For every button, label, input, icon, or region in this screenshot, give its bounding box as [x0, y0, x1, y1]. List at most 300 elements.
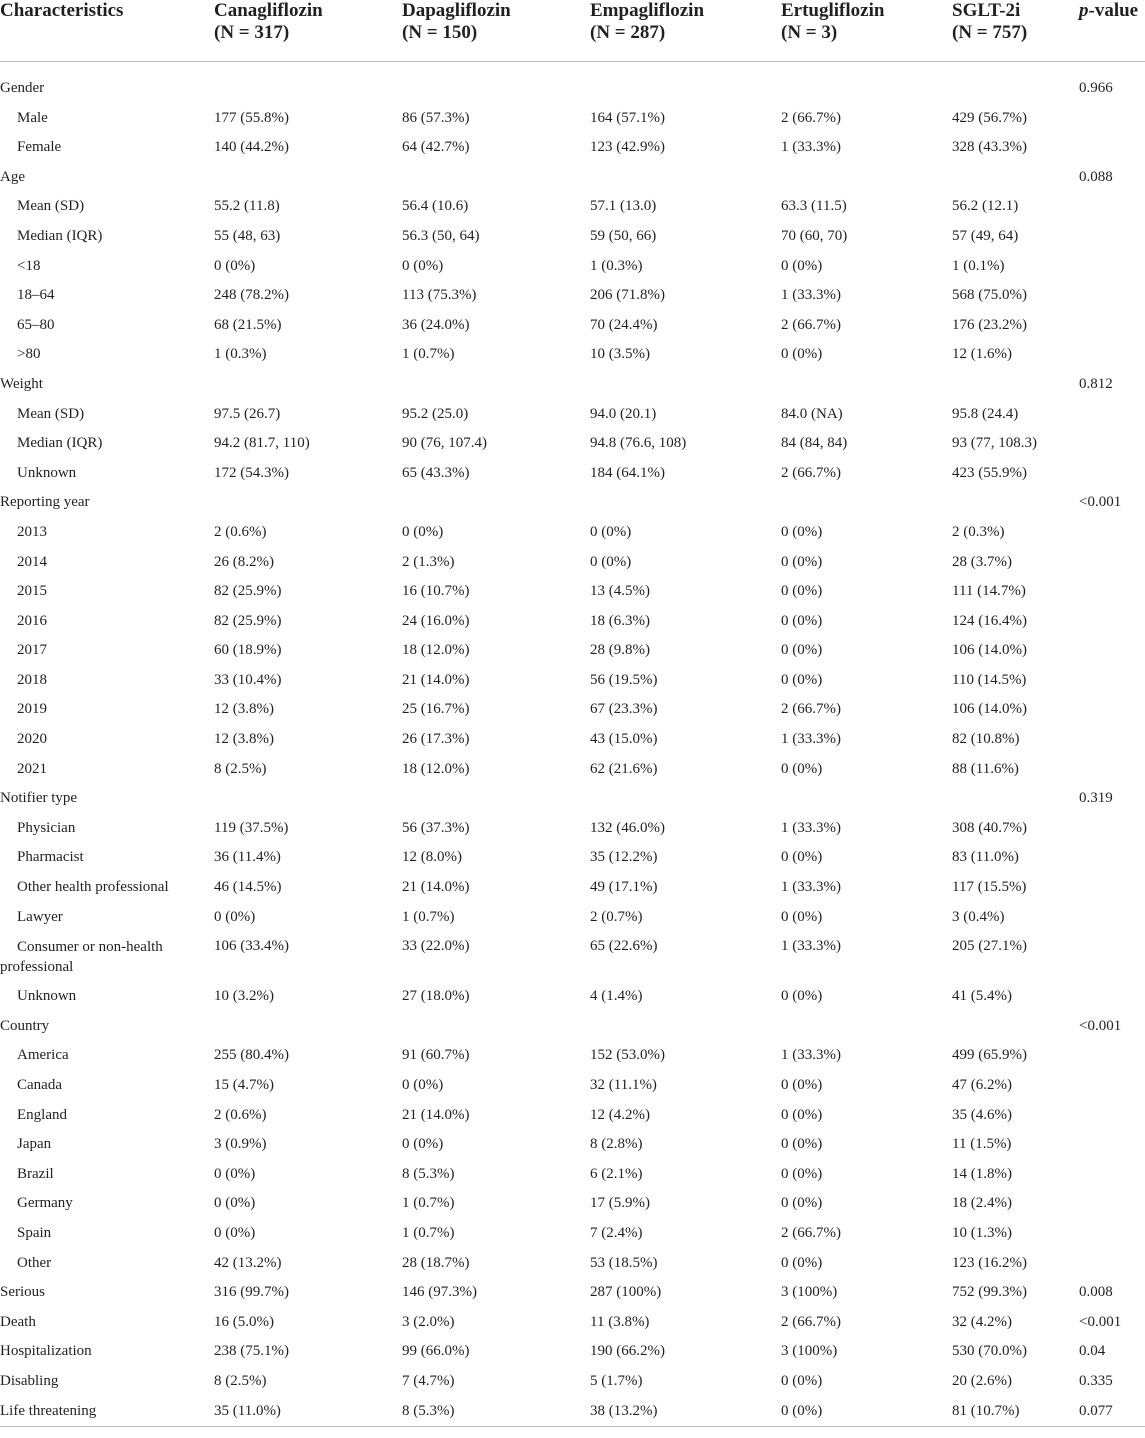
row-label: Japan — [17, 1136, 52, 1153]
cell-ertugliflozin: 2 (66.7%) — [781, 316, 841, 333]
cell-dapagliflozin: 8 (5.3%) — [402, 1397, 590, 1427]
cell-empagliflozin: 13 (4.5%) — [590, 583, 650, 600]
row-label: Notifier type — [0, 790, 78, 807]
table-row — [0, 1101, 1145, 1131]
table-row — [0, 518, 1145, 548]
cell-sglt2i: 110 (14.5%) — [952, 671, 1027, 688]
cell-dapagliflozin: 1 (0.7%) — [402, 346, 455, 363]
cell-ertugliflozin: 2 (66.7%) — [781, 109, 841, 126]
cell-p-value — [1079, 104, 1145, 134]
cell-canagliflozin: 0 (0%) — [214, 257, 256, 274]
cell-canagliflozin: 177 (55.8%) — [214, 109, 289, 126]
header-p-value: p-value — [1079, 0, 1145, 62]
row-label: Death — [0, 1313, 36, 1330]
row-label: 2017 — [17, 642, 47, 659]
table-row — [0, 666, 1145, 696]
table-row — [0, 1012, 1145, 1042]
cell-canagliflozin: 36 (11.4%) — [214, 849, 281, 866]
cell-ertugliflozin: 0 (0%) — [781, 523, 823, 540]
cell-ertugliflozin: 0 (0%) — [781, 988, 823, 1005]
cell-sglt2i — [952, 74, 1079, 104]
cell-empagliflozin: 164 (57.1%) — [590, 109, 665, 126]
cell-canagliflozin: 12 (3.8%) — [214, 701, 274, 718]
row-label: England — [17, 1106, 67, 1123]
row-label: 2021 — [17, 760, 47, 777]
cell-p-value — [1079, 1101, 1145, 1131]
row-label: Life threatening — [0, 1397, 214, 1427]
row-label: Gender — [0, 80, 45, 96]
cell-p-value — [1079, 636, 1145, 666]
cell-dapagliflozin: 25 (16.7%) — [402, 701, 470, 718]
table-body — [0, 74, 1145, 1427]
table-row — [0, 814, 1145, 844]
cell-dapagliflozin — [402, 370, 590, 400]
row-label: Median (IQR) — [17, 227, 103, 244]
table-row — [0, 488, 1145, 518]
cell-p-value — [1079, 666, 1145, 696]
cell-sglt2i: 11 (1.5%) — [952, 1136, 1012, 1153]
cell-p-value — [1079, 548, 1145, 578]
cell-dapagliflozin: 0 (0%) — [402, 257, 444, 274]
cell-sglt2i — [952, 163, 1079, 193]
cell-empagliflozin — [590, 784, 781, 814]
cell-ertugliflozin: 0 (0%) — [781, 671, 823, 688]
cell-dapagliflozin: 21 (14.0%) — [402, 1106, 470, 1123]
cell-empagliflozin — [590, 163, 781, 193]
table-row — [0, 784, 1145, 814]
cell-canagliflozin — [214, 784, 402, 814]
cell-dapagliflozin: 113 (75.3%) — [402, 287, 477, 304]
row-label: Male — [17, 109, 48, 126]
cell-empagliflozin — [590, 370, 781, 400]
table-row — [0, 311, 1145, 341]
cell-p-value — [1079, 1071, 1145, 1101]
cell-dapagliflozin — [402, 74, 590, 104]
cell-sglt2i: 47 (6.2%) — [952, 1077, 1012, 1093]
cell-canagliflozin: 16 (5.0%) — [214, 1313, 274, 1330]
cell-p-value — [1079, 459, 1145, 489]
cell-p-value — [1079, 814, 1145, 844]
table-row — [0, 873, 1145, 903]
cell-ertugliflozin: 1 (33.3%) — [781, 287, 841, 304]
cell-empagliflozin: 5 (1.7%) — [590, 1372, 643, 1389]
cell-empagliflozin: 67 (23.3%) — [590, 701, 658, 718]
cell-dapagliflozin: 91 (60.7%) — [402, 1047, 470, 1064]
cell-p-value — [1079, 1041, 1145, 1071]
cell-canagliflozin — [214, 370, 402, 400]
cell-p-value — [1079, 400, 1145, 430]
cell-p-value — [1079, 577, 1145, 607]
cell-empagliflozin: 206 (71.8%) — [590, 287, 665, 304]
cell-dapagliflozin: 86 (57.3%) — [402, 109, 470, 126]
cell-ertugliflozin: 0 (0%) — [781, 1195, 823, 1212]
cell-p-value — [1079, 192, 1145, 222]
row-label: Consumer or non-health professional — [0, 939, 163, 976]
cell-p-value — [1079, 1160, 1145, 1190]
row-label: Country — [0, 1017, 50, 1034]
cell-empagliflozin: 59 (50, 66) — [590, 227, 657, 244]
cell-ertugliflozin: 2 (66.7%) — [781, 701, 841, 718]
cell-empagliflozin: 62 (21.6%) — [590, 760, 658, 777]
row-label: Disabling — [0, 1372, 59, 1389]
row-label: Reporting year — [0, 494, 90, 511]
cell-dapagliflozin: 36 (24.0%) — [402, 316, 470, 333]
row-label: America — [17, 1047, 69, 1064]
header-ertugliflozin: Ertugliflozin (N = 3) — [781, 0, 952, 62]
cell-p-value — [1079, 429, 1145, 459]
cell-ertugliflozin — [781, 488, 952, 518]
cell-ertugliflozin: 70 (60, 70) — [781, 227, 848, 244]
table-row — [0, 695, 1145, 725]
cell-ertugliflozin: 1 (33.3%) — [781, 1047, 841, 1064]
cell-empagliflozin: 32 (11.1%) — [590, 1077, 657, 1093]
row-label: Brazil — [17, 1165, 54, 1182]
cell-ertugliflozin: 0 (0%) — [781, 257, 823, 274]
cell-sglt2i: 106 (14.0%) — [952, 642, 1027, 659]
cell-canagliflozin: 106 (33.4%) — [214, 938, 289, 955]
cell-ertugliflozin: 0 (0%) — [781, 1165, 823, 1182]
table-row — [0, 74, 1145, 104]
cell-ertugliflozin: 84.0 (NA) — [781, 405, 843, 422]
cell-p-value: 0.335 — [1079, 1372, 1113, 1389]
row-label: 2020 — [17, 731, 47, 748]
cell-empagliflozin: 0 (0%) — [590, 553, 632, 570]
cell-empagliflozin: 0 (0%) — [590, 523, 632, 540]
cell-p-value: 0.966 — [1079, 80, 1113, 96]
cell-dapagliflozin: 21 (14.0%) — [402, 671, 470, 688]
row-label: Germany — [17, 1195, 73, 1212]
cell-canagliflozin: 0 (0%) — [214, 1165, 256, 1182]
cell-dapagliflozin: 12 (8.0%) — [402, 849, 462, 866]
cell-canagliflozin — [214, 163, 402, 193]
cell-ertugliflozin: 3 (100%) — [781, 1284, 838, 1301]
table-row — [0, 370, 1145, 400]
cell-empagliflozin — [590, 488, 781, 518]
table-row — [0, 133, 1145, 163]
cell-empagliflozin — [590, 74, 781, 104]
cell-sglt2i: 12 (1.6%) — [952, 346, 1012, 363]
table-row — [0, 281, 1145, 311]
table-row — [0, 104, 1145, 134]
cell-empagliflozin: 184 (64.1%) — [590, 464, 665, 481]
cell-p-value — [1079, 982, 1145, 1012]
cell-sglt2i: 88 (11.6%) — [952, 760, 1019, 777]
cell-sglt2i: 95.8 (24.4) — [952, 405, 1019, 422]
cell-canagliflozin: 55.2 (11.8) — [214, 198, 280, 215]
row-label: <18 — [17, 257, 41, 274]
cell-canagliflozin: 82 (25.9%) — [214, 612, 282, 629]
cell-empagliflozin: 17 (5.9%) — [590, 1195, 650, 1212]
cell-sglt2i: 328 (43.3%) — [952, 139, 1027, 156]
cell-canagliflozin: 94.2 (81.7, 110) — [214, 435, 310, 452]
cell-p-value — [1079, 755, 1145, 785]
header-canagliflozin: Canagliflozin (N = 317) — [214, 0, 402, 62]
table-row — [0, 1367, 1145, 1397]
cell-canagliflozin: 82 (25.9%) — [214, 583, 282, 600]
row-label: Lawyer — [17, 908, 63, 925]
table-row — [0, 1397, 1145, 1427]
cell-sglt2i: 429 (56.7%) — [952, 109, 1027, 126]
row-label: Female — [17, 139, 62, 156]
cell-p-value: <0.001 — [1079, 494, 1122, 511]
cell-empagliflozin: 43 (15.0%) — [590, 731, 658, 748]
cell-dapagliflozin: 1 (0.7%) — [402, 1224, 455, 1241]
cell-canagliflozin: 3 (0.9%) — [214, 1136, 267, 1153]
cell-ertugliflozin: 0 (0%) — [781, 583, 823, 600]
row-label: Other health professional — [17, 879, 169, 896]
cell-ertugliflozin: 0 (0%) — [781, 1136, 823, 1153]
cell-ertugliflozin: 1 (33.3%) — [781, 139, 841, 156]
cell-ertugliflozin: 0 (0%) — [781, 1397, 952, 1427]
cell-dapagliflozin: 0 (0%) — [402, 1077, 444, 1093]
cell-p-value: 0.008 — [1079, 1284, 1113, 1301]
cell-ertugliflozin: 0 (0%) — [781, 849, 823, 866]
cell-empagliflozin: 70 (24.4%) — [590, 316, 658, 333]
cell-empagliflozin: 28 (9.8%) — [590, 642, 650, 659]
cell-sglt2i: 14 (1.8%) — [952, 1165, 1012, 1182]
cell-canagliflozin: 248 (78.2%) — [214, 287, 289, 304]
cell-p-value — [1079, 695, 1145, 725]
cell-sglt2i — [952, 488, 1079, 518]
cell-canagliflozin: 97.5 (26.7) — [214, 405, 281, 422]
row-label: Canada — [17, 1077, 62, 1093]
cell-ertugliflozin: 2 (66.7%) — [781, 1313, 841, 1330]
cell-canagliflozin: 8 (2.5%) — [214, 1372, 267, 1389]
row-label: Median (IQR) — [17, 435, 103, 452]
cell-p-value — [1079, 725, 1145, 755]
cell-empagliflozin — [590, 1012, 781, 1042]
cell-sglt2i — [952, 784, 1079, 814]
cell-p-value — [1079, 607, 1145, 637]
cell-empagliflozin: 132 (46.0%) — [590, 819, 665, 836]
cell-p-value: 0.319 — [1079, 790, 1113, 807]
cell-dapagliflozin: 21 (14.0%) — [402, 879, 470, 896]
cell-sglt2i: 752 (99.3%) — [952, 1284, 1027, 1301]
cell-dapagliflozin: 28 (18.7%) — [402, 1254, 470, 1271]
cell-sglt2i: 176 (23.2%) — [952, 316, 1027, 333]
cell-p-value — [1079, 518, 1145, 548]
cell-sglt2i: 56.2 (12.1) — [952, 198, 1019, 215]
cell-ertugliflozin: 2 (66.7%) — [781, 464, 841, 481]
cell-dapagliflozin: 146 (97.3%) — [402, 1284, 477, 1301]
cell-canagliflozin: 8 (2.5%) — [214, 760, 267, 777]
cell-canagliflozin: 1 (0.3%) — [214, 346, 267, 363]
cell-sglt2i: 106 (14.0%) — [952, 701, 1027, 718]
cell-sglt2i: 28 (3.7%) — [952, 553, 1012, 570]
cell-canagliflozin: 0 (0%) — [214, 1224, 256, 1241]
cell-p-value: 0.04 — [1079, 1343, 1106, 1360]
cell-p-value — [1079, 843, 1145, 873]
cell-sglt2i: 1 (0.1%) — [952, 257, 1005, 274]
row-label: 2019 — [17, 701, 47, 718]
row-label: 2013 — [17, 523, 47, 540]
cell-sglt2i: 2 (0.3%) — [952, 523, 1005, 540]
cell-sglt2i: 205 (27.1%) — [952, 938, 1027, 955]
cell-dapagliflozin: 0 (0%) — [402, 523, 444, 540]
cell-ertugliflozin: 1 (33.3%) — [781, 731, 841, 748]
row-label: 2016 — [17, 612, 47, 629]
cell-empagliflozin: 190 (66.2%) — [590, 1343, 665, 1360]
cell-p-value — [1079, 873, 1145, 903]
cell-ertugliflozin — [781, 370, 952, 400]
cell-dapagliflozin: 0 (0%) — [402, 1136, 444, 1153]
cell-dapagliflozin: 56 (37.3%) — [402, 819, 470, 836]
cell-ertugliflozin: 1 (33.3%) — [781, 819, 841, 836]
cell-canagliflozin: 35 (11.0%) — [214, 1397, 402, 1427]
cell-p-value — [1079, 252, 1145, 282]
cell-dapagliflozin: 16 (10.7%) — [402, 583, 470, 600]
cell-empagliflozin: 7 (2.4%) — [590, 1224, 643, 1241]
cell-dapagliflozin: 99 (66.0%) — [402, 1343, 470, 1360]
cell-dapagliflozin: 95.2 (25.0) — [402, 405, 469, 422]
cell-sglt2i: 568 (75.0%) — [952, 287, 1027, 304]
cell-dapagliflozin — [402, 488, 590, 518]
cell-empagliflozin: 1 (0.3%) — [590, 257, 643, 274]
table-row — [0, 1130, 1145, 1160]
cell-dapagliflozin: 65 (43.3%) — [402, 464, 470, 481]
header-dapagliflozin: Dapagliflozin (N = 150) — [402, 0, 590, 62]
cell-canagliflozin: 60 (18.9%) — [214, 642, 282, 659]
cell-p-value: <0.001 — [1079, 1313, 1122, 1330]
cell-canagliflozin: 12 (3.8%) — [214, 731, 274, 748]
table-row — [0, 725, 1145, 755]
cell-ertugliflozin: 63.3 (11.5) — [781, 198, 847, 215]
row-label: 2015 — [17, 583, 47, 600]
cell-empagliflozin: 53 (18.5%) — [590, 1254, 658, 1271]
cell-sglt2i: 82 (10.8%) — [952, 731, 1020, 748]
cell-sglt2i: 423 (55.9%) — [952, 464, 1027, 481]
table-row — [0, 1308, 1145, 1338]
cell-empagliflozin: 287 (100%) — [590, 1284, 662, 1301]
cell-canagliflozin: 140 (44.2%) — [214, 139, 289, 156]
cell-ertugliflozin: 0 (0%) — [781, 553, 823, 570]
cell-ertugliflozin: 0 (0%) — [781, 642, 823, 659]
row-label: >80 — [17, 346, 41, 363]
cell-p-value — [1079, 903, 1145, 933]
row-label: Weight — [0, 375, 43, 392]
cell-sglt2i: 3 (0.4%) — [952, 908, 1005, 925]
table-row — [0, 1249, 1145, 1279]
table-row — [0, 459, 1145, 489]
cell-p-value — [1079, 281, 1145, 311]
row-label: Mean (SD) — [17, 405, 85, 422]
row-label: 65–80 — [17, 316, 55, 333]
cell-dapagliflozin — [402, 163, 590, 193]
cell-p-value — [1079, 1189, 1145, 1219]
cell-p-value: <0.001 — [1079, 1017, 1122, 1034]
cell-canagliflozin: 255 (80.4%) — [214, 1047, 289, 1064]
cell-canagliflozin: 55 (48, 63) — [214, 227, 281, 244]
cell-dapagliflozin: 3 (2.0%) — [402, 1313, 455, 1330]
cell-dapagliflozin: 18 (12.0%) — [402, 760, 470, 777]
cell-empagliflozin: 11 (3.8%) — [590, 1313, 650, 1330]
cell-canagliflozin: 46 (14.5%) — [214, 879, 282, 896]
cell-p-value: 0.077 — [1079, 1397, 1145, 1427]
cell-ertugliflozin: 84 (84, 84) — [781, 435, 848, 452]
cell-ertugliflozin: 0 (0%) — [781, 612, 823, 629]
row-label: Hospitalization — [0, 1343, 92, 1360]
table-row — [0, 1219, 1145, 1249]
table-row — [0, 340, 1145, 370]
cell-canagliflozin: 15 (4.7%) — [214, 1077, 274, 1093]
cell-empagliflozin: 12 (4.2%) — [590, 1106, 650, 1123]
cell-dapagliflozin: 1 (0.7%) — [402, 1195, 455, 1212]
cell-canagliflozin: 2 (0.6%) — [214, 523, 267, 540]
cell-canagliflozin: 2 (0.6%) — [214, 1106, 267, 1123]
cell-p-value: 0.812 — [1079, 375, 1113, 392]
cell-empagliflozin: 38 (13.2%) — [590, 1397, 781, 1427]
table-row — [0, 636, 1145, 666]
cell-p-value — [1079, 1249, 1145, 1279]
cell-dapagliflozin: 90 (76, 107.4) — [402, 435, 487, 452]
header-empagliflozin: Empagliflozin (N = 287) — [590, 0, 781, 62]
cell-dapagliflozin: 56.4 (10.6) — [402, 198, 469, 215]
cell-sglt2i: 499 (65.9%) — [952, 1047, 1027, 1064]
cell-sglt2i: 111 (14.7%) — [952, 583, 1026, 600]
cell-ertugliflozin: 0 (0%) — [781, 760, 823, 777]
table-row — [0, 1278, 1145, 1308]
cell-empagliflozin: 123 (42.9%) — [590, 139, 665, 156]
cell-ertugliflozin — [781, 1012, 952, 1042]
cell-p-value — [1079, 133, 1145, 163]
cell-canagliflozin: 10 (3.2%) — [214, 988, 274, 1005]
cell-ertugliflozin — [781, 163, 952, 193]
cell-ertugliflozin: 3 (100%) — [781, 1343, 838, 1360]
cell-ertugliflozin: 0 (0%) — [781, 1106, 823, 1123]
cell-ertugliflozin: 0 (0%) — [781, 1372, 823, 1389]
cell-p-value — [1079, 222, 1145, 252]
cell-canagliflozin: 119 (37.5%) — [214, 819, 289, 836]
cell-canagliflozin: 0 (0%) — [214, 1195, 256, 1212]
table-row — [0, 1160, 1145, 1190]
cell-ertugliflozin: 2 (66.7%) — [781, 1224, 841, 1241]
cell-dapagliflozin — [402, 1012, 590, 1042]
row-label: Serious — [0, 1284, 45, 1301]
table-row — [0, 252, 1145, 282]
cell-dapagliflozin: 64 (42.7%) — [402, 139, 470, 156]
cell-empagliflozin: 4 (1.4%) — [590, 988, 643, 1005]
cell-canagliflozin: 33 (10.4%) — [214, 671, 282, 688]
table-row — [0, 1071, 1145, 1101]
table-row — [0, 982, 1145, 1012]
cell-sglt2i: 308 (40.7%) — [952, 819, 1027, 836]
cell-empagliflozin: 65 (22.6%) — [590, 938, 658, 955]
cell-canagliflozin — [214, 74, 402, 104]
cell-p-value — [1079, 932, 1145, 982]
cell-dapagliflozin: 24 (16.0%) — [402, 612, 470, 629]
cell-canagliflozin: 172 (54.3%) — [214, 464, 289, 481]
cell-canagliflozin: 26 (8.2%) — [214, 553, 274, 570]
cell-sglt2i: 32 (4.2%) — [952, 1313, 1012, 1330]
cell-sglt2i: 18 (2.4%) — [952, 1195, 1012, 1212]
cell-sglt2i: 10 (1.3%) — [952, 1224, 1012, 1241]
header-row — [0, 0, 1145, 62]
cell-dapagliflozin: 33 (22.0%) — [402, 938, 470, 955]
table-row — [0, 1189, 1145, 1219]
cell-empagliflozin: 35 (12.2%) — [590, 849, 658, 866]
row-label: 18–64 — [17, 287, 55, 304]
cell-empagliflozin: 56 (19.5%) — [590, 671, 658, 688]
cell-dapagliflozin — [402, 784, 590, 814]
cell-sglt2i: 124 (16.4%) — [952, 612, 1027, 629]
table-row — [0, 429, 1145, 459]
cell-dapagliflozin: 26 (17.3%) — [402, 731, 470, 748]
header-sglt2i: SGLT-2i (N = 757) — [952, 0, 1079, 62]
cell-canagliflozin: 0 (0%) — [214, 908, 256, 925]
cell-empagliflozin: 18 (6.3%) — [590, 612, 650, 629]
row-label: 2018 — [17, 671, 47, 688]
cell-ertugliflozin: 1 (33.3%) — [781, 879, 841, 896]
